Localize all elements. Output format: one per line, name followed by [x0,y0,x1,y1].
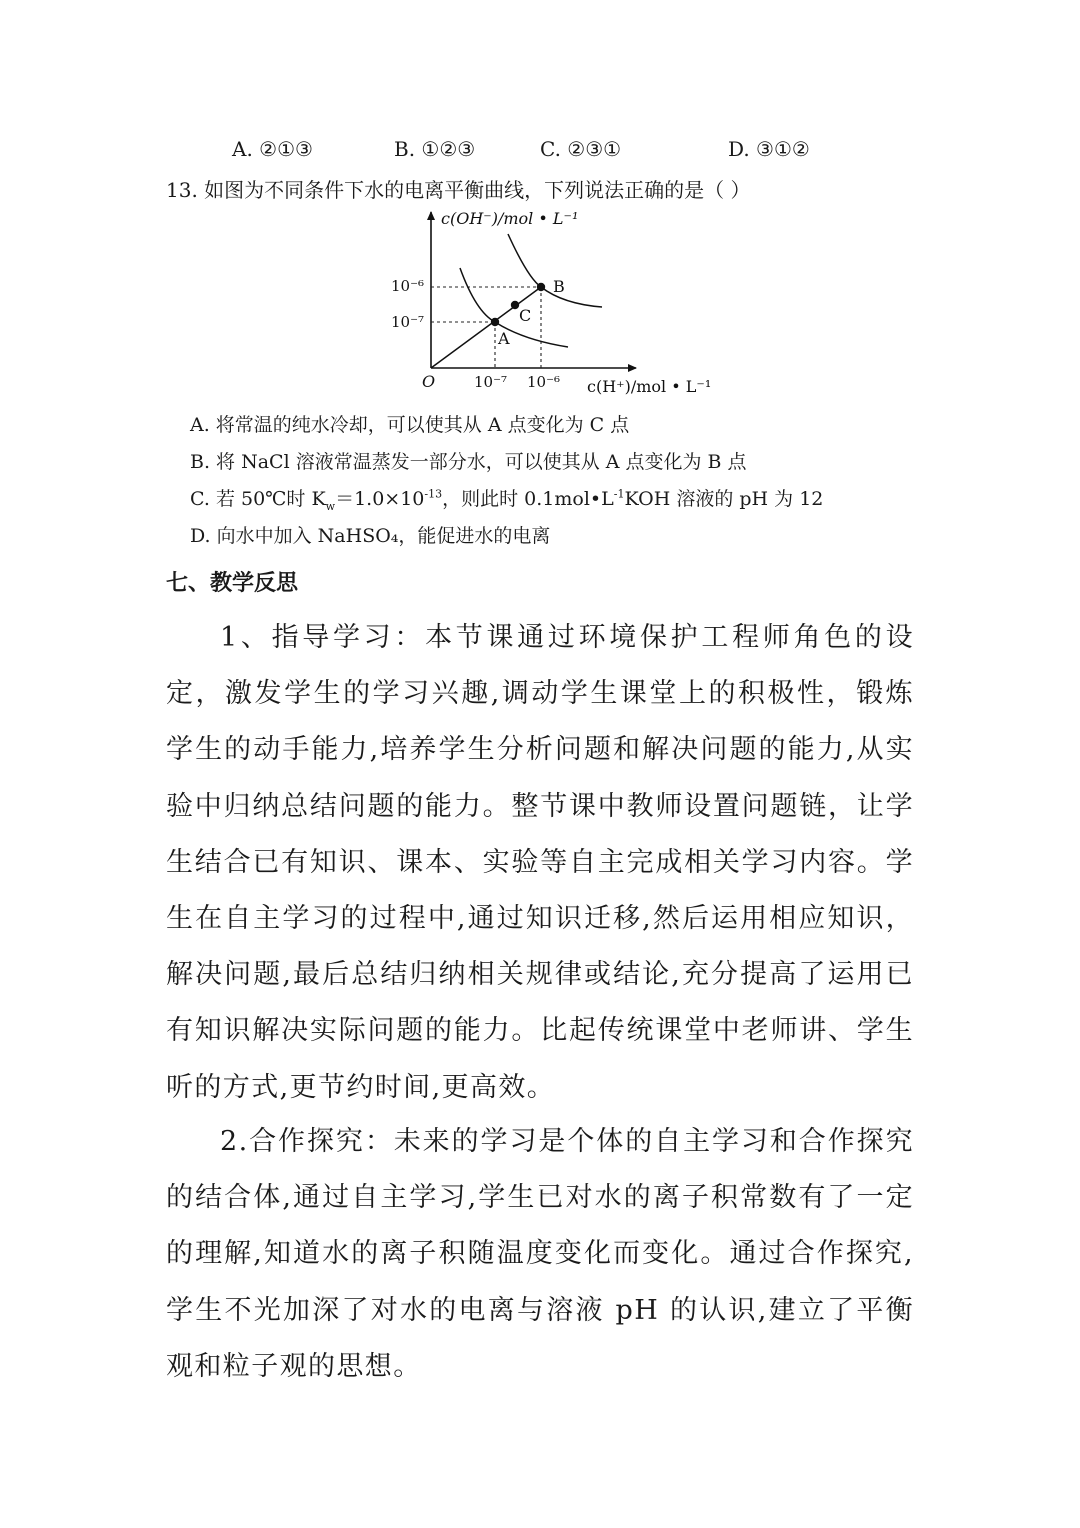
choice-c-value: ＝1.0×10 [335,488,425,510]
point-a [491,318,499,326]
x-tick-label: 10⁻⁷ [474,373,508,391]
choice-c-suffix: KOH 溶液的 pH 为 12 [624,488,824,510]
q13-choice-b: B. 将 NaCl 溶液常温蒸发一部分水，可以使其从 A 点变化为 B 点 [190,451,747,473]
q12-option-b: B. ①②③ [394,137,476,161]
unit-exponent: -1 [613,487,625,501]
kw-exponent: -13 [424,487,443,501]
q12-option-c: C. ②③① [540,137,622,161]
q13-choice-d: D. 向水中加入 NaHSO₄，能促进水的电离 [190,525,551,547]
kw-subscript: w [325,499,336,513]
y-axis-label: c(OH⁻)/mol • L⁻¹ [441,209,579,228]
reflection-paragraph-2: 2.合作探究：未来的学习是个体的自主学习和合作探究的结合体,通过自主学习,学生已对水的离子积常数有了一定的理解,知道水的离子积随温度变化而变化。通过合作探究,学生不光加深了对水的电离与溶液 pH 的认识,建立了平衡观和粒子观的思想。 [166,1126,914,1382]
reflection-paragraph-1: 1、指导学习：本节课通过环境保护工程师角色的设定，激发学生的学习兴趣,调动学生课堂上的积极性，锻炼学生的动手能力,培养学生分析问题和解决问题的能力,从实验中归纳总结问题的能力。整节课中教师设置问题链，让学生结合已有知识、课本、实验等自主完成相关学习内容。学生在自主学习的过程中,通过知识迁移,然后运用相应知识，解决问题,最后总结归纳相关规律或结论,充分提高了运用已有知识解决实际问题的能力。比起传统课堂中老师讲、学生听的方式,更节约时间,更高效。 [166,622,914,1103]
y-tick-label: 10⁻⁷ [391,313,425,331]
point-c-label: C [519,306,532,325]
point-b [537,283,545,291]
q13-choice-c [190,484,823,513]
neutral-line [431,287,541,368]
water-ionization-chart [388,200,728,400]
origin-label: O [422,372,436,391]
section-title: 七、教学反思 [166,571,299,596]
y-tick-label: 10⁻⁶ [391,277,425,295]
q12-option-a: A. ②①③ [232,137,313,161]
x-tick-label: 10⁻⁶ [527,373,561,391]
point-c [511,301,519,309]
point-b-label: B [553,277,565,296]
choice-c-concentration: ，则此时 0.1mol•L [442,488,614,510]
choice-c-prefix: C. 若 50℃时 K [190,488,326,510]
q13-stem: 13. 如图为不同条件下水的电离平衡曲线，下列说法正确的是（ ） [166,178,751,202]
x-axis-label: c(H⁺)/mol • L⁻¹ [587,377,712,396]
point-a-label: A [498,329,510,348]
q13-choice-a: A. 将常温的纯水冷却，可以使其从 A 点变化为 C 点 [190,414,630,436]
q12-option-d: D. ③①② [728,137,810,161]
upper-isotherm [508,234,602,307]
